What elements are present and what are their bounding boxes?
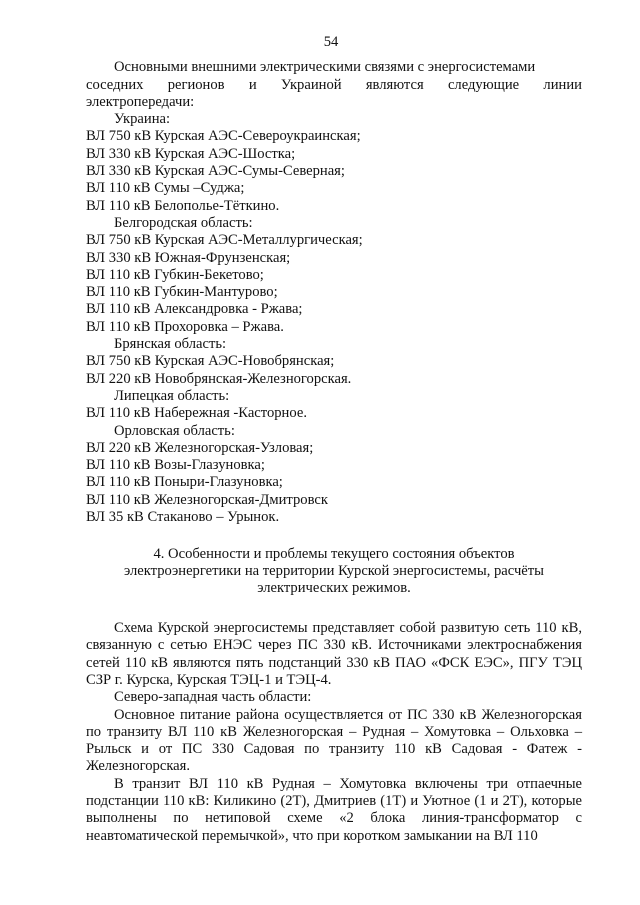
power-line-item: ВЛ 110 кВ Белополье-Тёткино. bbox=[86, 197, 280, 214]
power-line-item: ВЛ 110 кВ Губкин-Мантурово; bbox=[86, 284, 278, 301]
power-line-item: ВЛ 110 кВ Поныри-Глазуновка; bbox=[86, 474, 283, 491]
intro-word: линии bbox=[543, 76, 582, 93]
page-number: 54 bbox=[323, 34, 339, 50]
section-heading-line-1: 4. Особенности и проблемы текущего состояния объектов bbox=[153, 546, 515, 563]
power-line-item: ВЛ 750 кВ Курская АЭС-Новобрянская; bbox=[86, 353, 335, 370]
region-name-lipetsk: Липецкая область: bbox=[114, 387, 230, 404]
paragraph-northwest-heading: Северо-западная часть области: bbox=[114, 689, 312, 706]
intro-word: и bbox=[248, 76, 257, 93]
power-line-item: ВЛ 110 кВ Возы-Глазуновка; bbox=[86, 457, 265, 474]
power-line-item: ВЛ 110 кВ Прохоровка – Ржава. bbox=[86, 318, 284, 335]
power-line-item: ВЛ 330 кВ Курская АЭС-Сумы-Северная; bbox=[86, 163, 345, 180]
power-line-item: ВЛ 110 кВ Александровка - Ржава; bbox=[86, 301, 303, 318]
power-line-item: ВЛ 750 кВ Курская АЭС-Металлургическая; bbox=[86, 232, 363, 249]
intro-word: являются bbox=[365, 76, 424, 93]
region-name-belgorod: Белгородская область: bbox=[114, 214, 253, 231]
power-line-item: ВЛ 220 кВ Новобрянская-Железногорская. bbox=[86, 370, 352, 387]
power-line-item: ВЛ 110 кВ Сумы –Суджа; bbox=[86, 180, 245, 197]
paragraph-transit: В транзит ВЛ 110 кВ Рудная – Хомутовка включены три отпаечные подстанции 110 кВ: Киликино (2Т), Дмитриев (1Т) и Уютное (1 и 2Т), которые выполнены по нетиповой схеме «2 блока линия-трансформатор с неавтоматической перемычкой», что при коротком замыкании на ВЛ 110 bbox=[86, 775, 582, 844]
section-heading-line-3: электрических режимов. bbox=[257, 579, 411, 596]
intro-word: следующие bbox=[447, 76, 520, 93]
region-name-ukraine: Украина: bbox=[114, 111, 171, 128]
region-name-oryol: Орловская область: bbox=[114, 422, 235, 439]
power-line-item: ВЛ 330 кВ Курская АЭС-Шостка; bbox=[86, 145, 296, 162]
paragraph-scheme: Схема Курской энергосистемы представляет собой развитую сеть 110 кВ, связанную с сетью ЕНЭС через ПС 330 кВ. Источниками электроснабжения сетей 110 кВ являются пять подстанций 330 кВ ПАО «ФСК ЕЭС», ПГУ ТЭЦ СЗР г. Курска, Курская ТЭЦ-1 и ТЭЦ-4. bbox=[86, 620, 582, 688]
power-line-item: ВЛ 110 кВ Губкин-Бекетово; bbox=[86, 266, 264, 283]
intro-line-1: Основными внешними электрическими связями с энергосистемами bbox=[114, 59, 536, 76]
paragraph-main-supply: Основное питание района осуществляется от ПС 330 кВ Железногорская по транзиту ВЛ 110 кВ Железногорская – Рудная – Хомутовка – Ольховка – Рыльск и от ПС 330 Садовая по транзиту 110 кВ Садовая - Фатеж - Железногорская. bbox=[86, 706, 582, 775]
intro-word: регионов bbox=[167, 76, 225, 93]
intro-word: соседних bbox=[86, 76, 144, 93]
power-line-item: ВЛ 750 кВ Курская АЭС-Североукраинская; bbox=[86, 128, 361, 145]
power-line-item: ВЛ 110 кВ Набережная -Касторное. bbox=[86, 405, 307, 422]
intro-word: Украиной bbox=[280, 76, 342, 93]
intro-line-3: электропередачи: bbox=[86, 93, 195, 110]
intro-line-2 bbox=[86, 77, 582, 94]
power-line-item: ВЛ 220 кВ Железногорская-Узловая; bbox=[86, 439, 314, 456]
section-heading bbox=[86, 546, 582, 596]
section-heading-line-2: электроэнергетики на территории Курской энергосистемы, расчёты bbox=[124, 562, 544, 579]
power-line-item: ВЛ 330 кВ Южная-Фрунзенская; bbox=[86, 249, 291, 266]
power-line-item: ВЛ 110 кВ Железногорская-Дмитровск bbox=[86, 491, 328, 508]
power-line-item: ВЛ 35 кВ Стаканово – Урынок. bbox=[86, 509, 280, 526]
region-name-bryansk: Брянская область: bbox=[114, 336, 227, 353]
